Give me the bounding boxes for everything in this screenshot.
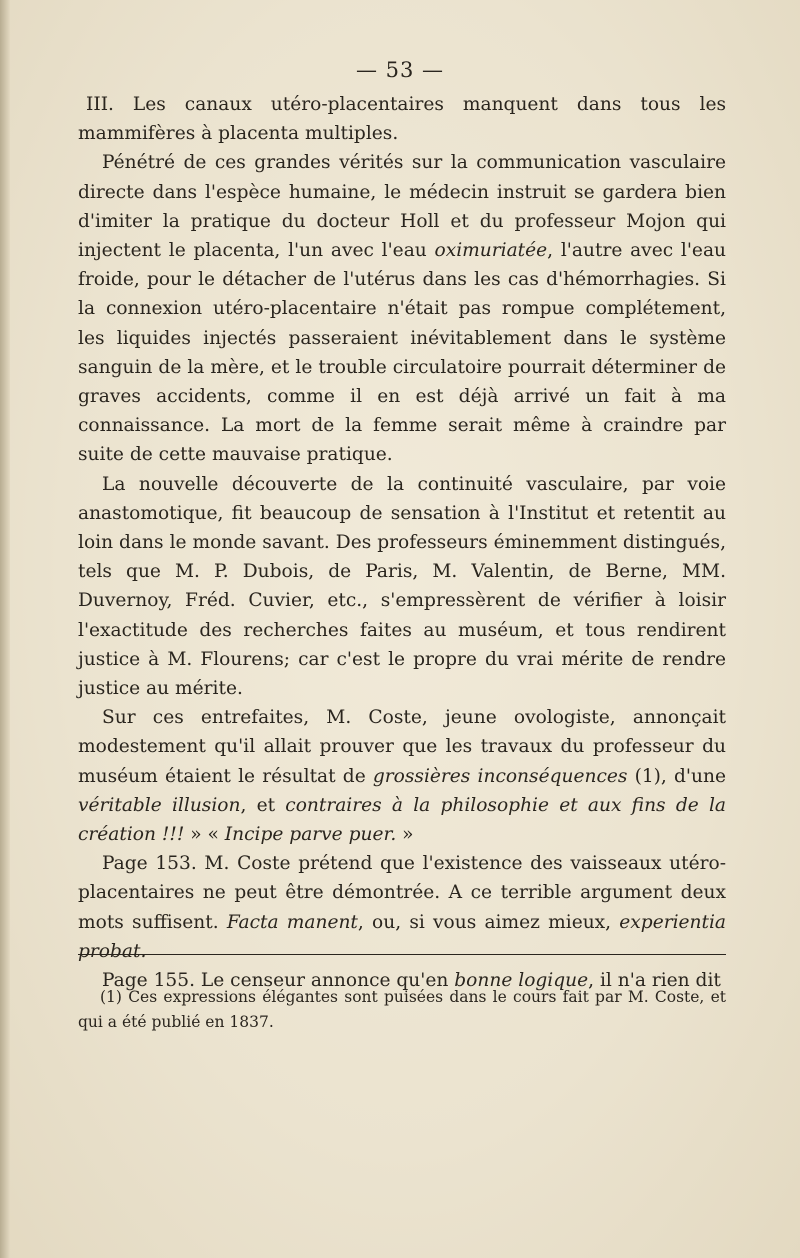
text-run: , il n'a rien dit (588, 970, 721, 992)
text-run: , et (240, 794, 286, 816)
page-binding-edge (0, 0, 10, 1258)
text-run: » (396, 824, 414, 846)
text-run: Sur ces entrefaites, M. Coste, jeune ovologiste, annonçait modestement qu'il allait prouver que les travaux du professeur du muséum étaient le résultat de (78, 707, 726, 787)
text-run: Page 153. M. Coste prétend que l'existence des vaisseaux utéro-placentaires ne peut être démontrée. A ce terrible argument deux mots suffisent. (78, 853, 726, 933)
italic-text-run: Incipe parve puer. (224, 824, 397, 846)
text-run: , l'autre avec l'eau froide, pour le détacher de l'utérus dans les cas d'hémorrhagies. Si la connexion utéro-placentaire n'était pas rompue complétement, les liquides injectés passeraient inévitablement dans le système sanguin de la mère, et le trouble circulatoire pourrait déterminer de graves accidents, comme il en est déjà arrivé un fait à ma connaissance. La mort de la femme serait même à craindre par suite de cette mauvaise pratique. (78, 240, 726, 466)
text-run: (1), d'une (627, 765, 726, 787)
text-run: » « (184, 824, 225, 846)
text-run: III. Les canaux utéro-placentaires manquent dans tous les mammifères à placenta multiples. (78, 94, 726, 145)
italic-text-run: véritable illusion (78, 794, 241, 816)
italic-text-run: contraires à la philosophie et aux fins de la création !!! (78, 794, 726, 846)
text-run: Page 155. Le censeur annonce qu'en (102, 970, 455, 992)
italic-text-run: bonne logique (454, 970, 589, 992)
text-run: , ou, si vous aimez mieux, (357, 911, 620, 933)
footnote-separator (78, 954, 726, 955)
page-number: — 53 — (355, 58, 445, 82)
italic-text-run: grossières inconséquences (372, 765, 628, 787)
paragraph (78, 148, 726, 469)
paragraph (78, 849, 726, 966)
italic-text-run: Facta manent (226, 911, 358, 933)
footnote-text: (1) Ces expressions élégantes sont puisées dans le cours fait par M. Coste, et qui a été publié en 1837. (78, 988, 726, 1031)
footnote (78, 985, 726, 1035)
paragraph (78, 470, 726, 704)
paragraph (78, 703, 726, 849)
text-run: Pénétré de ces grandes vérités sur la communication vasculaire directe dans l'espèce humaine, le médecin instruit se gardera bien d'imiter la pratique du docteur Holl et du professeur Mojon qui injectent le placenta, l'un avec l'eau (78, 152, 726, 262)
paragraph (78, 90, 726, 148)
text-run: La nouvelle découverte de la continuité vasculaire, par voie anastomotique, fit beaucoup de sensation à l'Institut et retentit au loin dans le monde savant. Des professeurs éminemment distingués, tels que M. P. Dubois, de Paris, M. Valentin, de Berne, MM. Duvernoy, Fréd. Cuvier, etc., s'empressèrent de vérifier à loisir l'exactitude des recherches faites au muséum, et tous rendirent justice à M. Flourens; car c'est le propre du vrai mérite de rendre justice au mérite. (78, 473, 726, 700)
italic-text-run: oximuriatée (434, 240, 548, 262)
body-text (78, 90, 726, 995)
italic-text-run: experientia probat. (78, 911, 727, 962)
